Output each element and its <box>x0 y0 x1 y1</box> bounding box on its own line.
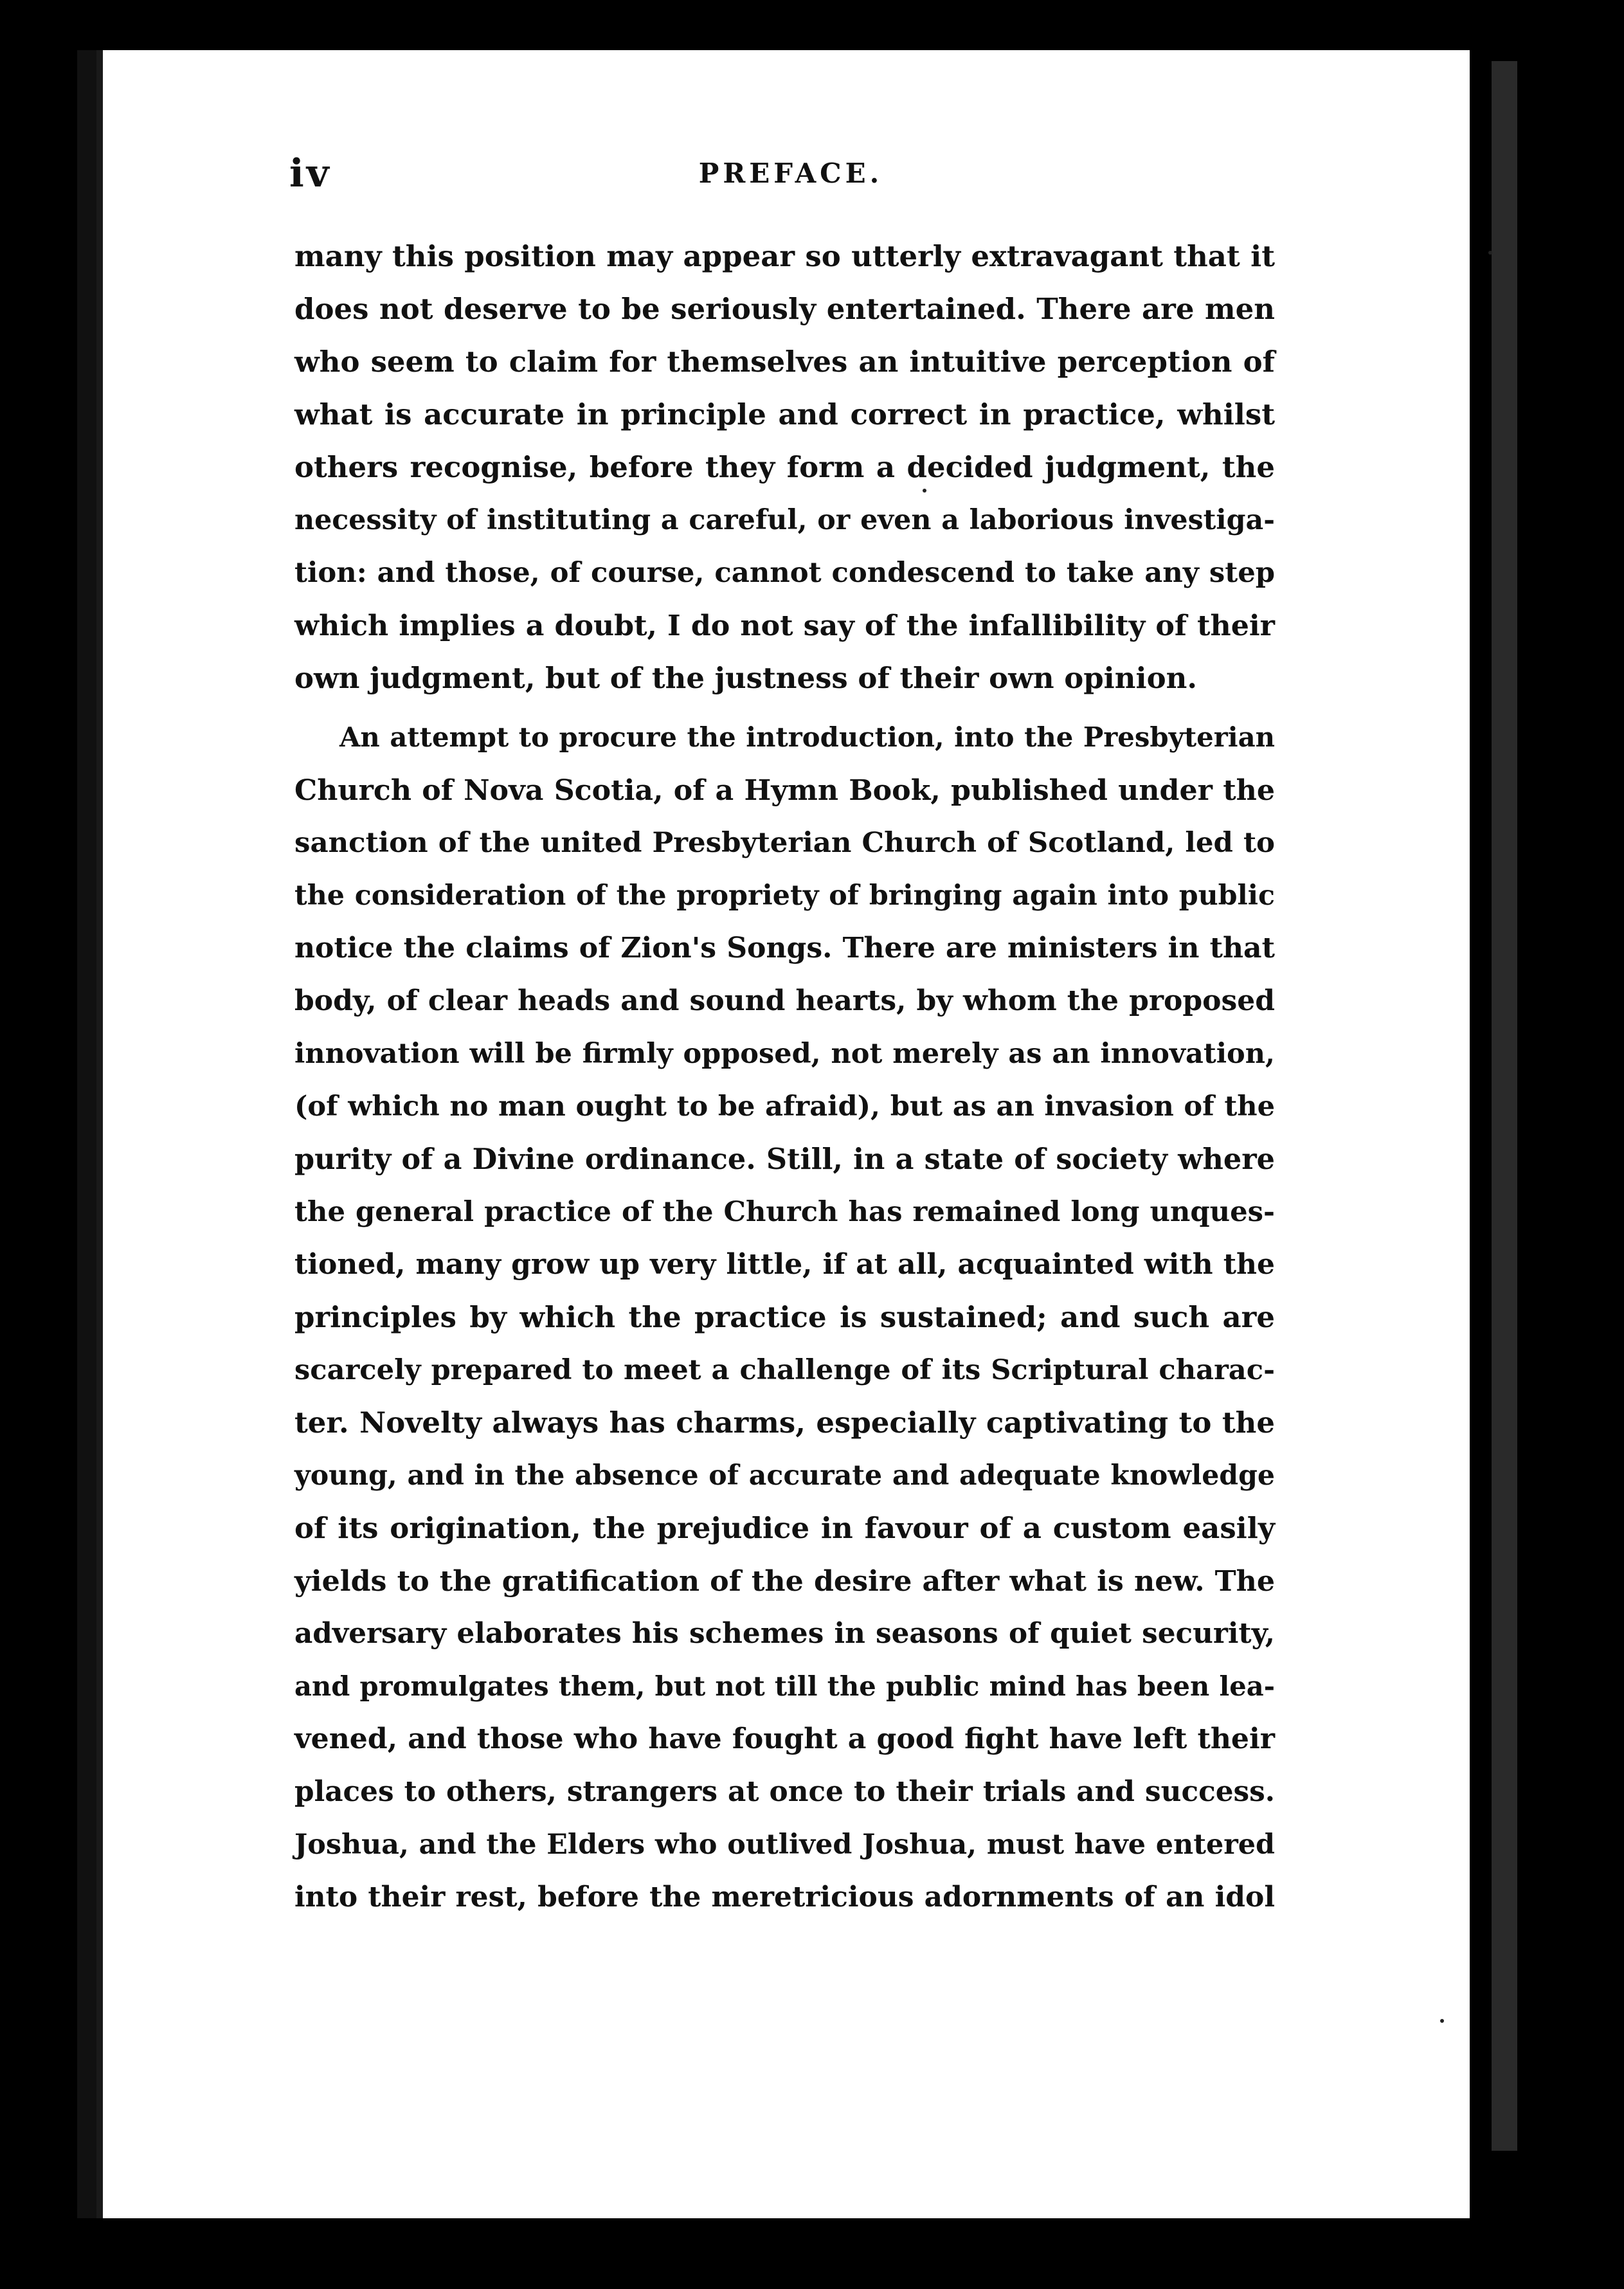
running-head <box>289 151 1292 203</box>
text-line: principles by which the practice is sustained; and such are <box>294 1300 1275 1334</box>
text-line: Joshua, and the Elders who outlived Joshua, must have entered <box>294 1829 1275 1861</box>
text-line: notice the claims of Zion's Songs. There are ministers in that <box>294 932 1275 964</box>
text-line: (of which no man ought to be afraid), but as an invasion of the <box>294 1090 1275 1123</box>
text-line: does not deserve to be seriously entertained. There are men <box>294 292 1275 326</box>
text-line: Church of Nova Scotia, of a Hymn Book, published under the <box>294 774 1275 807</box>
text-line: body, of clear heads and sound hearts, by whom the proposed <box>294 984 1275 1017</box>
text-line: own judgment, but of the justness of their own opinion. <box>294 661 1197 695</box>
text-line: scarcely prepared to meet a challenge of its Scriptural charac- <box>294 1353 1275 1386</box>
text-line: tion: and those, of course, cannot condescend to take any step <box>294 556 1275 589</box>
page-number: iv <box>289 151 332 196</box>
text-line: others recognise, before they form a decided judgment, the <box>294 450 1275 484</box>
text-line: of its origination, the prejudice in favour of a custom easily <box>294 1511 1275 1545</box>
paragraph-1 <box>294 230 1275 705</box>
text-line: vened, and those who have fought a good fight have left their <box>294 1723 1275 1755</box>
text-line: and promulgates them, but not till the public mind has been lea- <box>294 1670 1275 1702</box>
text-line: tioned, many grow up very little, if at all, acquainted with the <box>294 1248 1275 1281</box>
text-line: necessity of instituting a careful, or even a laborious investiga- <box>294 504 1275 536</box>
page-edge-left <box>77 50 96 2218</box>
text-line: the general practice of the Church has remained long unques- <box>294 1195 1275 1228</box>
text-line: which implies a doubt, I do not say of the infallibility of their <box>294 609 1275 642</box>
text-line: innovation will be firmly opposed, not merely as an innovation, <box>294 1038 1275 1070</box>
text-line: adversary elaborates his schemes in seasons of quiet security, <box>294 1617 1275 1650</box>
text-line: many this position may appear so utterly extravagant that it <box>294 239 1275 273</box>
text-line: the consideration of the propriety of bringing again into public <box>294 880 1275 912</box>
paragraph-2 <box>294 711 1275 1924</box>
text-line: places to others, strangers at once to their trials and success. <box>294 1775 1275 1808</box>
text-line: sanction of the united Presbyterian Church of Scotland, led to <box>294 826 1275 859</box>
text-line: ter. Novelty always has charms, especially captivating to the <box>294 1406 1275 1440</box>
scan-speck <box>923 489 926 493</box>
scan-speck <box>1488 251 1492 255</box>
text-line: what is accurate in principle and correct in practice, whilst <box>294 397 1275 431</box>
scan-speck <box>1440 2019 1444 2023</box>
text-line: purity of a Divine ordinance. Still, in a state of society where <box>294 1142 1275 1176</box>
text-line: young, and in the absence of accurate and adequate knowledge <box>294 1460 1275 1492</box>
text-line: yields to the gratification of the desire after what is new. The <box>294 1564 1275 1598</box>
page-edge-right <box>1492 61 1517 2151</box>
running-title: PREFACE. <box>698 158 883 189</box>
text-line: who seem to claim for themselves an intuitive perception of <box>294 345 1275 379</box>
body-text <box>294 230 1275 1924</box>
text-line: An attempt to procure the introduction, into the Presbyterian <box>339 721 1275 753</box>
text-line: into their rest, before the meretricious adornments of an idol <box>294 1881 1275 1914</box>
